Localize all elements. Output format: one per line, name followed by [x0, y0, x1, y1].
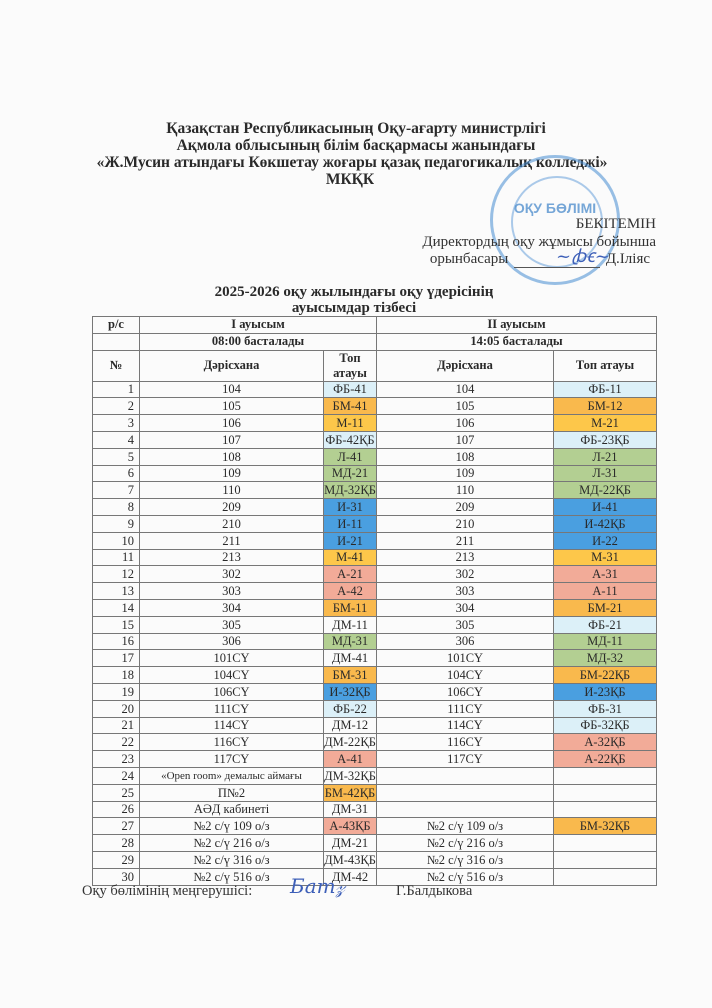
shift2-group: ФБ-23ҚБ [554, 431, 657, 448]
shift1-room: №2 с/ү 216 о/з [140, 835, 324, 852]
shift2-room: 111СҮ [377, 700, 554, 717]
shift2-group: А-11 [554, 583, 657, 600]
shift-header-row [93, 317, 657, 334]
shift2-room [377, 784, 554, 801]
shift1-room: 303 [140, 583, 324, 600]
shift2-room: 210 [377, 515, 554, 532]
row-number: 21 [93, 717, 140, 734]
table-row [93, 667, 657, 684]
shift1-group: Л-41 [324, 448, 377, 465]
shift1-room: 213 [140, 549, 324, 566]
head-signature: Бam𝓏 [290, 874, 345, 898]
shift1-room: 305 [140, 616, 324, 633]
shift2-room: 211 [377, 532, 554, 549]
row-number: 16 [93, 633, 140, 650]
row-number: 1 [93, 381, 140, 398]
table-row [93, 683, 657, 700]
shift1-room: 117СҮ [140, 751, 324, 768]
shift1-group: МД-31 [324, 633, 377, 650]
shift1-group: И-32ҚБ [324, 683, 377, 700]
shift2-room: №2 с/ү 316 о/з [377, 851, 554, 868]
approval-position-line1: Директордың оқу жұмысы бойынша [422, 234, 656, 250]
shift2-group: И-22 [554, 532, 657, 549]
shift1-group: МД-32ҚБ [324, 483, 376, 498]
shift1-room: №2 с/ү 109 о/з [140, 818, 324, 835]
shift2-group: И-42ҚБ [554, 515, 657, 532]
shift1-room: 304 [140, 599, 324, 616]
shift2-group: М-31 [554, 549, 657, 566]
row-number: 28 [93, 835, 140, 852]
shift2-room: 303 [377, 583, 554, 600]
table-row [93, 767, 657, 784]
shift2-group: БМ-21 [554, 599, 657, 616]
shift2-group: ФБ-11 [554, 381, 657, 398]
row-number: 3 [93, 415, 140, 432]
table-row [93, 448, 657, 465]
start-time-row [93, 333, 657, 350]
shift1-start: 08:00 басталады [140, 333, 377, 350]
shift2-room: 209 [377, 499, 554, 516]
row-number: 18 [93, 667, 140, 684]
table-row [93, 851, 657, 868]
row-number: 24 [93, 767, 140, 784]
shift1-group: И-21 [324, 532, 377, 549]
table-row [93, 784, 657, 801]
table-row [93, 532, 657, 549]
shift1-group: ФБ-22 [324, 700, 377, 717]
shift1-room: 106 [140, 415, 324, 432]
shift2-group [554, 767, 657, 784]
footer-name: Г.Балдыкова [396, 883, 473, 899]
shift2-room [377, 801, 554, 818]
shift1-group: И-31 [324, 499, 377, 516]
shift2-room: 110 [377, 482, 554, 499]
table-row [93, 717, 657, 734]
row-number: 27 [93, 818, 140, 835]
row-number: 12 [93, 566, 140, 583]
row-number: 6 [93, 465, 140, 482]
room1-header: Дәрісхана [140, 350, 324, 381]
shift1-group: ДМ-21 [324, 835, 377, 852]
shift1-room: 104 [140, 381, 324, 398]
shift1-room: №2 с/ү 516 о/з [140, 868, 324, 885]
shift1-group: БМ-31 [324, 667, 377, 684]
empty-cell [93, 333, 140, 350]
org-type-line: МКҚК [325, 171, 375, 188]
shift2-room: 104 [377, 381, 554, 398]
table-row [93, 818, 657, 835]
row-number: 7 [93, 482, 140, 499]
shift1-room: 116СҮ [140, 734, 324, 751]
shift1-group: ДМ-41 [324, 650, 377, 667]
shift1-group: МД-21 [324, 465, 377, 482]
table-row [93, 465, 657, 482]
shift1-group: ДМ-12 [324, 717, 377, 734]
shift1-room: 107 [140, 431, 324, 448]
shift1-group: ДМ-42 [324, 868, 377, 885]
shift2-group: Л-21 [554, 448, 657, 465]
row-number: 26 [93, 801, 140, 818]
row-number: 25 [93, 784, 140, 801]
shift2-group: БМ-12 [554, 398, 657, 415]
shift2-room [377, 767, 554, 784]
approval-signer: Д.Іліяс [605, 251, 650, 267]
shift2-room: 302 [377, 566, 554, 583]
row-number: 15 [93, 616, 140, 633]
num-header: № [93, 350, 140, 381]
shift2-group [554, 784, 657, 801]
row-number: 11 [93, 549, 140, 566]
shift2-group: ФБ-32ҚБ [554, 717, 657, 734]
shift2-group [554, 851, 657, 868]
row-number: 17 [93, 650, 140, 667]
shift2-room: 114СҮ [377, 717, 554, 734]
shift1-room: 108 [140, 448, 324, 465]
shift1-room: 109 [140, 465, 324, 482]
shift1-room: 210 [140, 515, 324, 532]
table-row [93, 583, 657, 600]
table-row [93, 381, 657, 398]
shift1-room: «Open room» демалыс аймағы [140, 767, 324, 784]
row-number: 5 [93, 448, 140, 465]
shift1-group: БМ-11 [324, 599, 377, 616]
shift2-group: А-22ҚБ [554, 751, 657, 768]
table-row [93, 482, 657, 499]
shift1-group: А-42 [324, 583, 377, 600]
row-number: 8 [93, 499, 140, 516]
shift2-group: А-31 [554, 566, 657, 583]
row-number: 2 [93, 398, 140, 415]
shift2-group [554, 835, 657, 852]
shift2-room: №2 с/ү 216 о/з [377, 835, 554, 852]
approval-label: БЕКІТЕМІН [575, 216, 656, 232]
table-row [93, 616, 657, 633]
shift1-room: 106СҮ [140, 683, 324, 700]
table-row [93, 398, 657, 415]
shift1-room: 211 [140, 532, 324, 549]
table-row [93, 734, 657, 751]
table-row [93, 700, 657, 717]
shift1-group: М-41 [324, 549, 377, 566]
shift2-group: Л-31 [554, 465, 657, 482]
shift2-room: №2 с/ү 516 о/з [377, 868, 554, 885]
table-row [93, 599, 657, 616]
shift1-group: БМ-42ҚБ [324, 785, 376, 800]
shift1-group: БМ-41 [324, 398, 377, 415]
row-number: 20 [93, 700, 140, 717]
table-row [93, 549, 657, 566]
shift2-room: 304 [377, 599, 554, 616]
shift2-room: 109 [377, 465, 554, 482]
shift1-room: 111СҮ [140, 700, 324, 717]
approval-position-prefix: орынбасары [429, 251, 509, 267]
table-row [93, 566, 657, 583]
row-number: 23 [93, 751, 140, 768]
row-number: 10 [93, 532, 140, 549]
rs-header: р/с [93, 317, 140, 334]
shift2-group: М-21 [554, 415, 657, 432]
shift1-group: ФБ-42ҚБ [325, 432, 375, 447]
shift1-group: ДМ-43ҚБ [324, 852, 376, 867]
shift1-group: А-43ҚБ [324, 818, 377, 835]
shift2-group: ФБ-31 [554, 700, 657, 717]
shift1-room: 209 [140, 499, 324, 516]
shift2-group: МД-11 [554, 633, 657, 650]
shift2-start: 14:05 басталады [377, 333, 657, 350]
shift2-room: 306 [377, 633, 554, 650]
shift1-group: ДМ-32ҚБ [324, 768, 376, 783]
row-number: 4 [93, 431, 140, 448]
approver-signature: ~ꞗꞓ~ [556, 246, 610, 267]
shift2-group: И-23ҚБ [554, 683, 657, 700]
shift1-room: 105 [140, 398, 324, 415]
row-number: 9 [93, 515, 140, 532]
group1-header: Топ атауы [324, 350, 377, 381]
shift1-room: АӘД кабинеті [140, 801, 324, 818]
college-name-line: «Ж.Мусин атындағы Көкшетау жоғары қазақ педагогикалық колледжі» [96, 154, 608, 171]
row-number: 19 [93, 683, 140, 700]
table-row [93, 499, 657, 516]
shift1-group: ДМ-22ҚБ [324, 735, 376, 750]
shift1-room: П№2 [140, 784, 324, 801]
shift-schedule-table [92, 316, 657, 886]
stamp-text: ОҚУ БӨЛІМІ [513, 200, 597, 216]
table-row [93, 650, 657, 667]
table-row [93, 835, 657, 852]
table-row [93, 633, 657, 650]
footer-position: Оқу бөлімінің меңгерушісі: [82, 883, 253, 899]
shift2-room: 107 [377, 431, 554, 448]
shift1-room: 302 [140, 566, 324, 583]
shift2-group: БМ-22ҚБ [554, 667, 657, 684]
table-body [93, 381, 657, 885]
shift2-room: №2 с/ү 109 о/з [377, 818, 554, 835]
row-number: 30 [93, 868, 140, 885]
shift2-header: ІІ ауысым [377, 317, 657, 334]
shift2-group [554, 801, 657, 818]
table-row [93, 431, 657, 448]
shift1-group: А-41 [324, 751, 377, 768]
shift2-group: МД-32 [554, 650, 657, 667]
shift1-group: М-11 [324, 415, 377, 432]
table-row [93, 515, 657, 532]
shift2-room: 106 [377, 415, 554, 432]
room2-header: Дәрісхана [377, 350, 554, 381]
shift2-group: МД-22ҚБ [554, 482, 657, 499]
shift1-group: ДМ-31 [324, 801, 377, 818]
table-row [93, 751, 657, 768]
shift2-group: ФБ-21 [554, 616, 657, 633]
shift2-group: И-41 [554, 499, 657, 516]
shift2-room: 116СҮ [377, 734, 554, 751]
shift1-room: 101СҮ [140, 650, 324, 667]
shift2-room: 117СҮ [377, 751, 554, 768]
column-header-row [93, 350, 657, 381]
table-row [93, 415, 657, 432]
shift1-room: №2 с/ү 316 о/з [140, 851, 324, 868]
shift2-group: БМ-32ҚБ [554, 818, 657, 835]
title-line1: 2025-2026 оқу жылындағы оқу үдерісінің [214, 284, 494, 300]
shift1-room: 306 [140, 633, 324, 650]
shift2-room: 106СҮ [377, 683, 554, 700]
row-number: 13 [93, 583, 140, 600]
shift1-group: ФБ-41 [324, 381, 377, 398]
shift1-room: 114СҮ [140, 717, 324, 734]
row-number: 22 [93, 734, 140, 751]
shift2-room: 101СҮ [377, 650, 554, 667]
department-line: Ақмола облысының білім басқармасы жанындағы [176, 137, 536, 154]
shift2-room: 104СҮ [377, 667, 554, 684]
shift2-room: 105 [377, 398, 554, 415]
shift1-group: И-11 [324, 515, 377, 532]
shift2-group: А-32ҚБ [554, 734, 657, 751]
shift2-room: 108 [377, 448, 554, 465]
table-row [93, 801, 657, 818]
title-line2: ауысымдар тізбесі [291, 300, 417, 316]
shift2-group [554, 868, 657, 885]
shift2-room: 213 [377, 549, 554, 566]
shift1-group: ДМ-11 [324, 616, 377, 633]
shift1-header: І ауысым [140, 317, 377, 334]
row-number: 14 [93, 599, 140, 616]
shift1-group: А-21 [324, 566, 377, 583]
shift2-room: 305 [377, 616, 554, 633]
group2-header: Топ атауы [554, 350, 657, 381]
shift1-room: 104СҮ [140, 667, 324, 684]
row-number: 29 [93, 851, 140, 868]
ministry-line: Қазақстан Республикасының Оқу-ағарту министрлігі [166, 120, 546, 137]
shift1-room: 110 [140, 482, 324, 499]
